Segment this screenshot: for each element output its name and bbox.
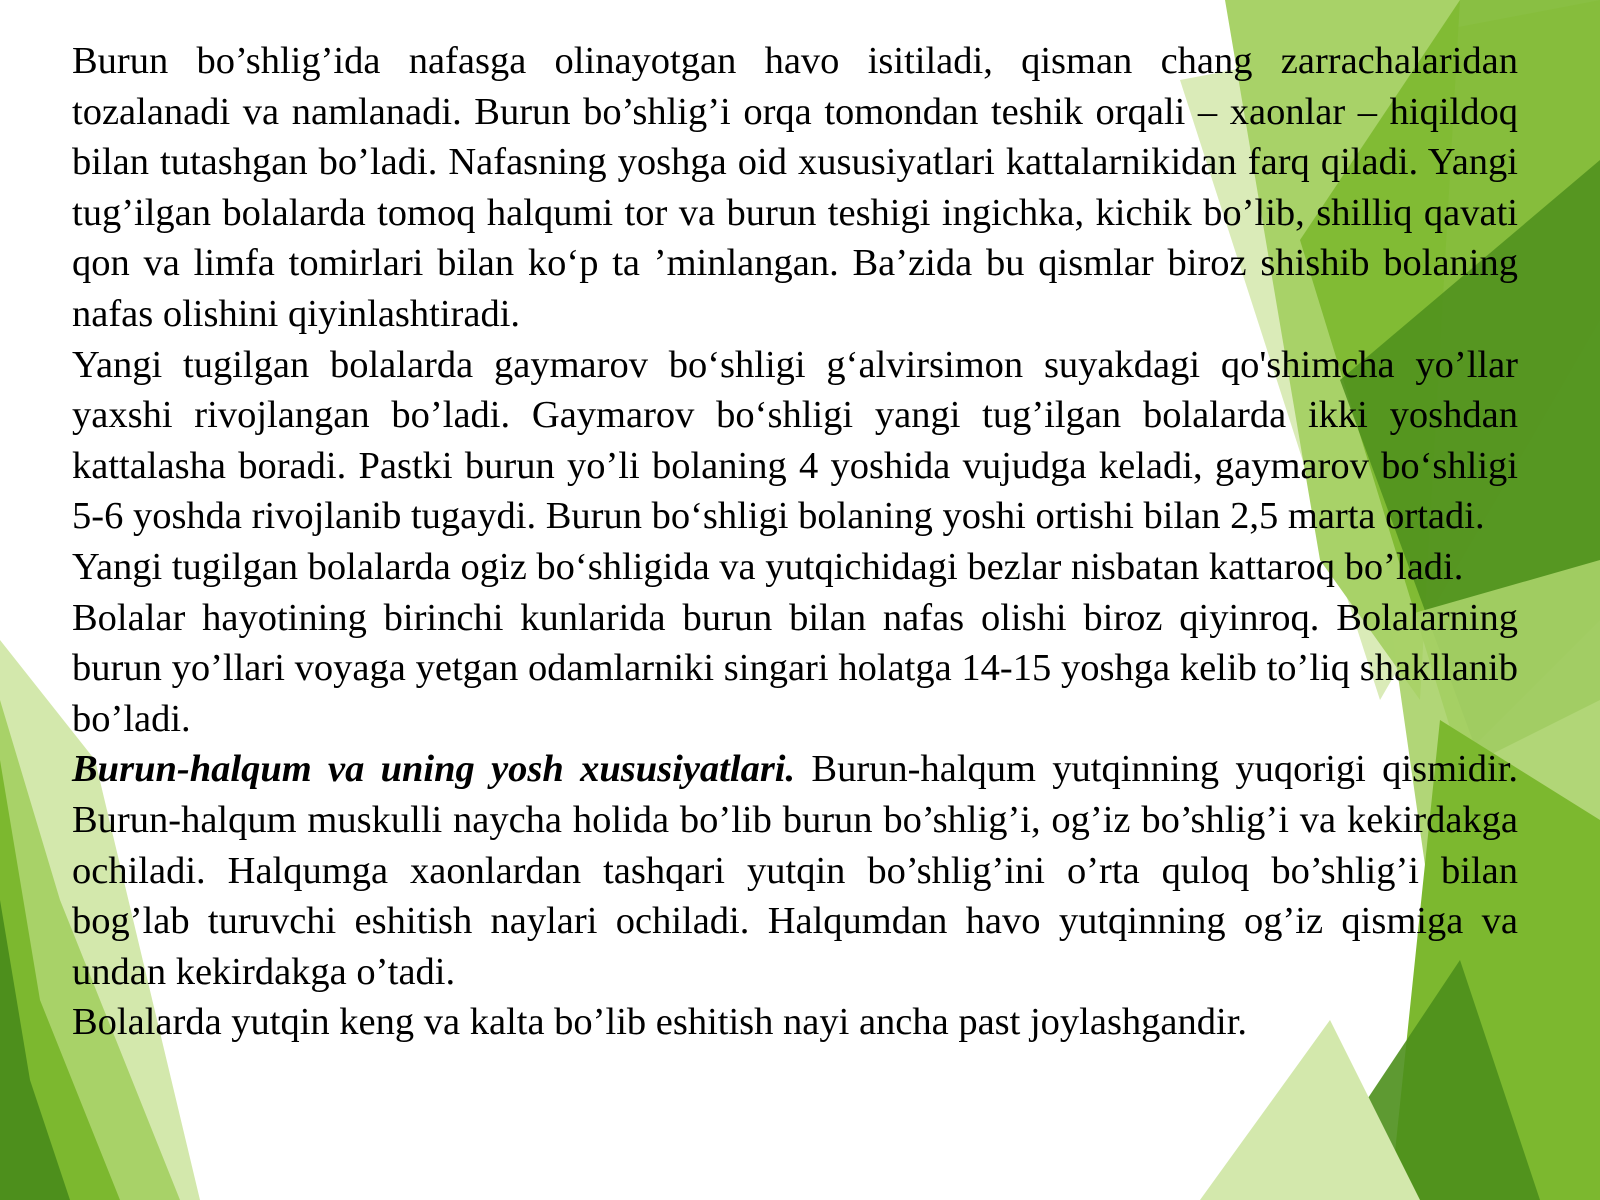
paragraph-text: Burun-halqum yutqinning yuqorigi qismidir. Burun-halqum muskulli naycha holida bo’lib burun bo’shlig’i, og’iz bo’shlig’i va kekirdakga ochiladi. Halqumga xaonlardan tashqari yutqin bo’shlig’ini o’rta quloq bo’shlig’i bilan bog’lab turuvchi eshitish naylari ochiladi. Halqumdan havo yutqinning og’iz qismiga va undan kekirdakga o’tadi.: [72, 748, 1518, 993]
paragraph: [72, 744, 1518, 997]
paragraph: Bolalarda yutqin keng va kalta bo’lib eshitish nayi ancha past joylashgandir.: [72, 1001, 1248, 1044]
paragraph: Yangi tugilgan bolalarda ogiz boʻshligida va yutqichidagi bezlar nisbatan kattaroq bo’ladi.: [72, 545, 1464, 588]
paragraph: Yangi tugilgan bolalarda gaymarov boʻshligi gʻalvirsimon suyakdagi qo'shimcha yo’llar yaxshi rivojlangan bo’ladi. Gaymarov boʻshligi yangi tug’ilgan bolalarda ikki yoshdan kattalasha boradi. Pastki burun yo’li bolaning 4 yoshida vujudga keladi, gaymarov boʻshligi 5-6 yoshda rivojlanib tugaydi. Burun boʻshligi bolaning yoshi ortishi bilan 2,5 marta ortadi.: [72, 343, 1518, 538]
paragraph: Bolalar hayotining birinchi kunlarida burun bilan nafas olishi biroz qiyinroq. Bolalarning burun yo’llari voyaga yetgan odamlarniki singari holatga 14-15 yoshga kelib to’liq shakllanib bo’ladi.: [72, 596, 1518, 740]
slide-body-text: [72, 36, 1518, 1048]
section-heading: Burun-halqum va uning yosh xususiyatlari.: [72, 748, 796, 791]
paragraph: Burun bo’shlig’ida nafasga olinayotgan havo isitiladi, qisman chang zarrachalaridan tozalanadi va namlanadi. Burun bo’shlig’i orqa tomondan teshik orqali – xaonlar – hiqildoq bilan tutashgan bo’ladi. Nafasning yoshga oid xususiyatlari kattalarnikidan farq qiladi. Yangi tug’ilgan bolalarda tomoq halqumi tor va burun teshigi ingichka, kichik bo’lib, shilliq qavati qon va limfa tomirlari bilan koʻp ta ’minlangan. Ba’zida bu qismlar biroz shishib bolaning nafas olishini qiyinlashtiradi.: [72, 40, 1518, 335]
